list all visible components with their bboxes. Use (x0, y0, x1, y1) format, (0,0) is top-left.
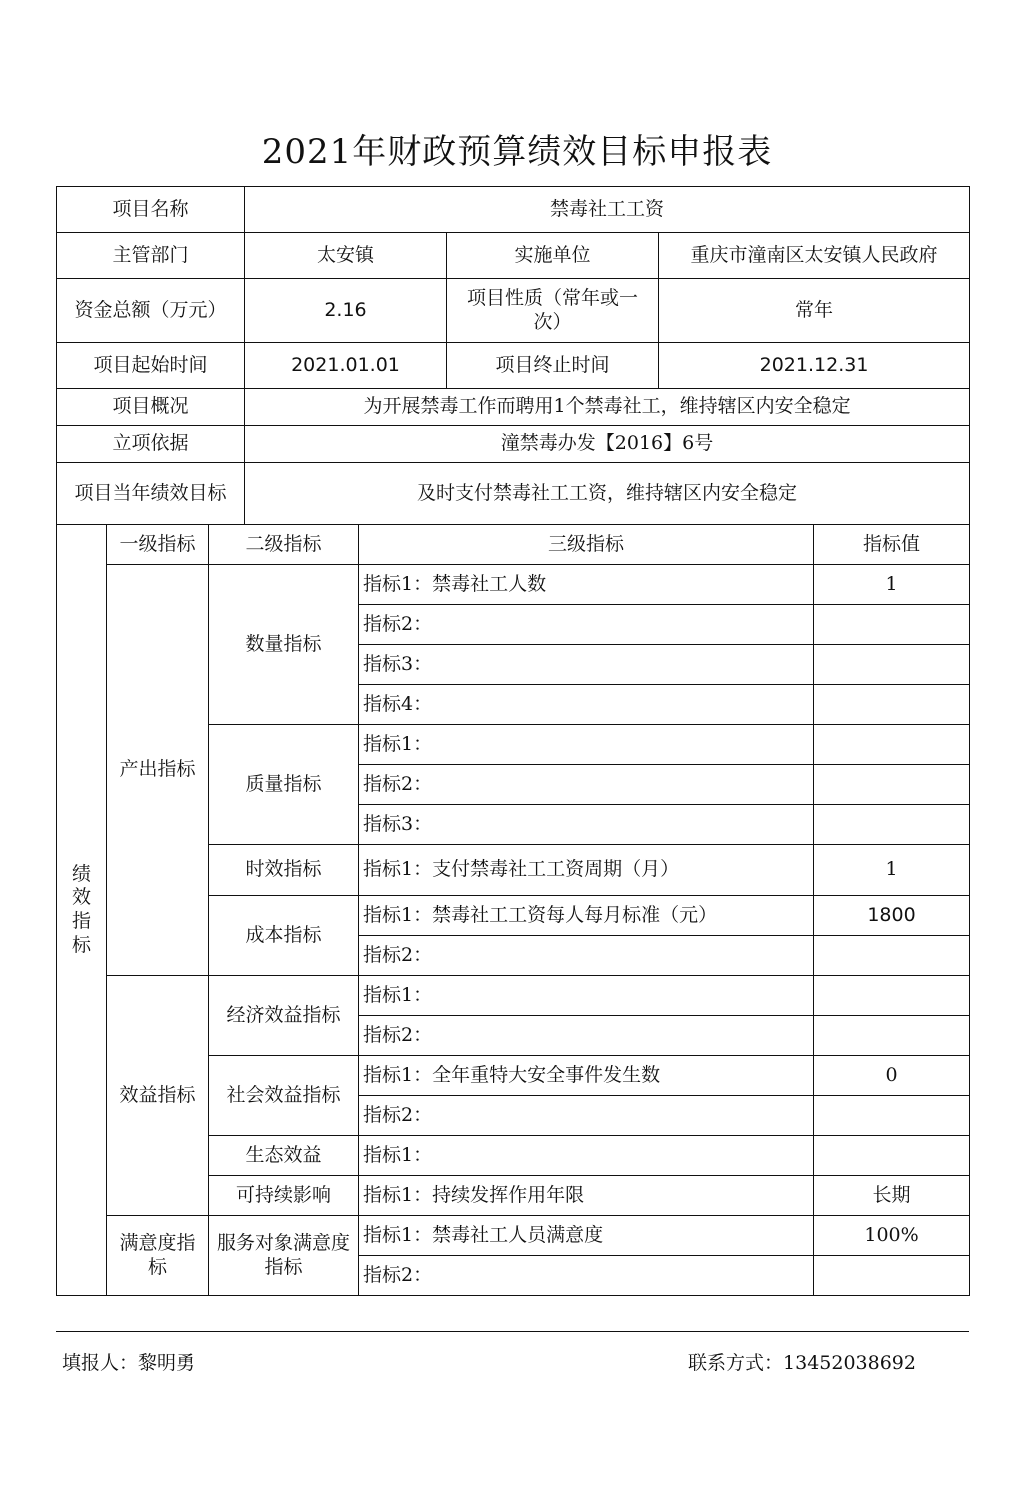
indicator-value: 100% (814, 1216, 970, 1256)
dept-value: 太安镇 (245, 233, 447, 279)
unit-value: 重庆市潼南区太安镇人民政府 (659, 233, 970, 279)
indicator-name: 指标1： (359, 1136, 814, 1176)
goal-value: 及时支付禁毒社工工资，维持辖区内安全稳定 (245, 463, 970, 525)
quality-indicator-label: 质量指标 (209, 725, 359, 845)
economic-benefit-label: 经济效益指标 (209, 976, 359, 1056)
value-header: 指标值 (814, 525, 970, 565)
amount-label: 资金总额（万元） (57, 279, 245, 343)
nature-value: 常年 (659, 279, 970, 343)
ecological-benefit-label: 生态效益 (209, 1136, 359, 1176)
filler-info (62, 1348, 195, 1375)
row-overview (57, 389, 970, 426)
indicator-value (814, 605, 970, 645)
indicator-name: 指标2： (359, 1096, 814, 1136)
indicator-name: 指标1：支付禁毒社工工资周期（月） (359, 845, 814, 896)
overview-value: 为开展禁毒工作而聘用1个禁毒社工，维持辖区内安全稳定 (245, 389, 970, 426)
row-amount (57, 279, 970, 343)
footer-divider (56, 1331, 969, 1332)
performance-indicators-text: 绩效指标 (71, 862, 91, 956)
row-basis (57, 426, 970, 463)
indicator-value (814, 645, 970, 685)
level1-header: 一级指标 (107, 525, 209, 565)
indicator-name: 指标1：全年重特大安全事件发生数 (359, 1056, 814, 1096)
indicator-name: 指标4： (359, 685, 814, 725)
unit-label: 实施单位 (447, 233, 659, 279)
indicator-name: 指标2： (359, 1256, 814, 1296)
indicator-name: 指标2： (359, 765, 814, 805)
indicator-name: 指标1： (359, 976, 814, 1016)
indicator-header-row (57, 525, 970, 565)
indicator-value (814, 1096, 970, 1136)
amount-value: 2.16 (245, 279, 447, 343)
output-indicator-label: 产出指标 (107, 565, 209, 976)
dept-label: 主管部门 (57, 233, 245, 279)
filler-name: 黎明勇 (138, 1352, 196, 1374)
project-name-value: 禁毒社工工资 (245, 187, 970, 233)
indicator-value: 1800 (814, 896, 970, 936)
indicator-value (814, 1016, 970, 1056)
project-name-label: 项目名称 (57, 187, 245, 233)
contact-info (688, 1348, 916, 1375)
indicator-name: 指标2： (359, 605, 814, 645)
basis-label: 立项依据 (57, 426, 245, 463)
social-benefit-label: 社会效益指标 (209, 1056, 359, 1136)
indicator-name: 指标1：禁毒社工人数 (359, 565, 814, 605)
row-project-name (57, 187, 970, 233)
goal-label: 项目当年绩效目标 (57, 463, 245, 525)
level3-header: 三级指标 (359, 525, 814, 565)
indicator-name: 指标2： (359, 936, 814, 976)
table-row (57, 976, 970, 1016)
indicator-value (814, 725, 970, 765)
filler-label: 填报人： (62, 1352, 139, 1374)
cost-indicator-label: 成本指标 (209, 896, 359, 976)
end-label: 项目终止时间 (447, 343, 659, 389)
budget-form-table (56, 186, 970, 1296)
indicator-name: 指标3： (359, 645, 814, 685)
start-value: 2021.01.01 (245, 343, 447, 389)
performance-indicators-label (57, 525, 107, 1296)
row-dates (57, 343, 970, 389)
page-title: 2021年财政预算绩效目标申报表 (261, 132, 773, 172)
indicator-name: 指标1：禁毒社工工资每人每月标准（元） (359, 896, 814, 936)
level2-header: 二级指标 (209, 525, 359, 565)
row-dept (57, 233, 970, 279)
start-label: 项目起始时间 (57, 343, 245, 389)
indicator-name: 指标3： (359, 805, 814, 845)
quantity-indicator-label: 数量指标 (209, 565, 359, 725)
indicator-name: 指标1：禁毒社工人员满意度 (359, 1216, 814, 1256)
sustainable-impact-label: 可持续影响 (209, 1176, 359, 1216)
indicator-name: 指标1： (359, 725, 814, 765)
contact-label: 联系方式： (688, 1352, 784, 1374)
indicator-value (814, 765, 970, 805)
indicator-value (814, 936, 970, 976)
table-row (57, 1216, 970, 1256)
indicator-value: 1 (814, 565, 970, 605)
indicator-value (814, 805, 970, 845)
table-row (57, 565, 970, 605)
service-satisfaction-label: 服务对象满意度指标 (209, 1216, 359, 1296)
indicator-value (814, 685, 970, 725)
row-goal (57, 463, 970, 525)
nature-label: 项目性质（常年或一次） (447, 279, 659, 343)
basis-value: 潼禁毒办发【2016】6号 (245, 426, 970, 463)
end-value: 2021.12.31 (659, 343, 970, 389)
overview-label: 项目概况 (57, 389, 245, 426)
indicator-value: 1 (814, 845, 970, 896)
indicator-name: 指标2： (359, 1016, 814, 1056)
indicator-value (814, 1136, 970, 1176)
benefit-indicator-label: 效益指标 (107, 976, 209, 1216)
indicator-value: 0 (814, 1056, 970, 1096)
indicator-value: 长期 (814, 1176, 970, 1216)
contact-number: 13452038692 (783, 1352, 916, 1374)
timeliness-indicator-label: 时效指标 (209, 845, 359, 896)
indicator-name: 指标1：持续发挥作用年限 (359, 1176, 814, 1216)
indicator-value (814, 1256, 970, 1296)
indicator-value (814, 976, 970, 1016)
satisfaction-indicator-label: 满意度指标 (107, 1216, 209, 1296)
